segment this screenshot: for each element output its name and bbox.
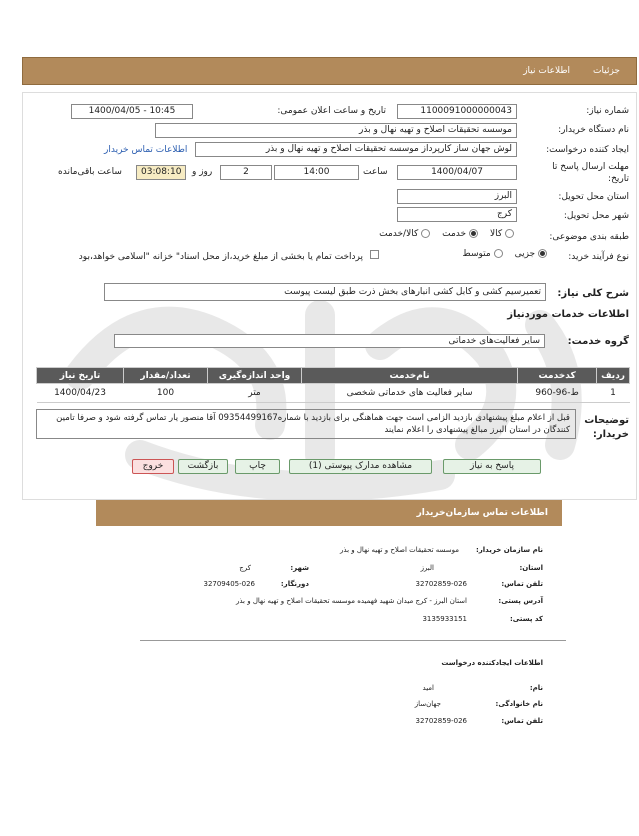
buyer-org-label: نام دستگاه خریدار:	[558, 125, 629, 135]
category-radio-group	[379, 229, 514, 239]
process-partial-option[interactable]: جزیی	[515, 249, 547, 259]
contact-info-title: اطلاعات تماس سازمان‌خریدار	[416, 508, 548, 518]
province-field: البرز	[397, 189, 517, 204]
need-number-label: شماره نیاز:	[586, 106, 629, 116]
table-row: 1 ط-96-960 سایر فعالیت های خدماتی شخصی متر 100 1400/04/23	[37, 384, 630, 403]
contact-fax: 32709405-026	[203, 580, 255, 588]
col-qty: تعداد/مقدار	[124, 368, 208, 384]
category-service-option[interactable]: خدمت	[442, 229, 478, 239]
announce-field: 1400/04/05 - 10:45	[71, 104, 193, 119]
city-field: کرج	[397, 207, 517, 222]
remaining-label: ساعت باقی‌مانده	[58, 167, 122, 177]
summary-field: تعمیرسیم کشی و کابل کشی انبارهای بخش ذرت طبق لیست پیوست	[104, 283, 546, 301]
creator-first-name-label: نام:	[529, 684, 543, 692]
tab-need-info[interactable]: اطلاعات نیاز	[523, 66, 570, 76]
contact-phone-label: تلفن تماس:	[501, 580, 543, 588]
deadline-date-field: 1400/04/07	[397, 165, 517, 180]
radio-both[interactable]	[421, 229, 430, 238]
contact-address: استان البرز - کرج میدان شهید فهمیده موسسه تحقیقات اصلاح و تهیه نهال و بذر	[236, 597, 467, 605]
col-name: نام‌خدمت	[302, 368, 518, 384]
payment-note: پرداخت تمام یا بخشی از مبلغ خرید،از محل اسناد" خزانه "اسلامی خواهد،بود	[78, 252, 363, 262]
items-table	[36, 367, 630, 403]
contact-divider	[140, 640, 566, 641]
col-unit: واحد اندازه‌گیری	[208, 368, 302, 384]
contact-info-header	[96, 500, 562, 526]
back-button[interactable]: بازگشت	[178, 459, 228, 474]
summary-label: شرح کلی نیاز:	[557, 288, 629, 299]
print-button[interactable]: چاپ	[235, 459, 280, 474]
category-label: طبقه بندی موضوعی:	[549, 232, 629, 242]
table-header-row	[37, 368, 630, 384]
top-nav-bar	[22, 57, 637, 85]
contact-province-label: استان:	[519, 564, 543, 572]
creator-phone-label: تلفن تماس:	[501, 717, 543, 725]
contact-postal-label: کد پستی:	[509, 615, 543, 623]
need-number-field: 1100091000000043	[397, 104, 517, 119]
contact-address-label: آدرس پستی:	[498, 597, 543, 605]
province-label: استان محل تحویل:	[558, 192, 629, 202]
days-field: 2	[220, 165, 272, 180]
contact-buyer-name: موسسه تحقیقات اصلاح و تهیه نهال و بذر	[340, 546, 459, 554]
category-both-option[interactable]: کالا/خدمت	[379, 229, 430, 239]
process-radio-group	[462, 249, 547, 259]
radio-medium[interactable]	[494, 249, 503, 258]
creator-label: ایجاد کننده درخواست:	[546, 145, 629, 155]
days-label: روز و	[192, 167, 213, 177]
buyer-notes-label-2: خریدار:	[592, 429, 629, 440]
city-label: شهر محل تحویل:	[563, 211, 629, 221]
contact-city-label: شهر:	[290, 564, 309, 572]
announce-label: تاریخ و ساعت اعلان عمومی:	[277, 106, 386, 116]
creator-info-title: اطلاعات ایجادکننده درخواست	[441, 659, 543, 667]
contact-fax-label: دورنگار:	[280, 580, 309, 588]
buyer-contact-link[interactable]: اطلاعات تماس خریدار	[104, 145, 188, 155]
deadline-label-date: تاریخ:	[608, 174, 629, 184]
process-medium-option[interactable]: متوسط	[462, 249, 502, 259]
creator-phone: 32702859-026	[415, 717, 467, 725]
col-code: کدخدمت	[518, 368, 597, 384]
deadline-label: مهلت ارسال پاسخ تا	[552, 162, 629, 172]
service-group-field: سایر فعالیت‌های خدماتی	[114, 334, 545, 348]
radio-service[interactable]	[469, 229, 478, 238]
deadline-time-field: 14:00	[274, 165, 359, 180]
remaining-time-field: 03:08:10	[136, 165, 186, 180]
creator-first-name: امید	[422, 684, 434, 692]
reply-button[interactable]: پاسخ به نیاز	[443, 459, 541, 474]
buyer-org-field: موسسه تحقیقات اصلاح و تهیه نهال و بذر	[155, 123, 517, 138]
contact-buyer-name-label: نام سازمان خریدار:	[475, 546, 543, 554]
tab-details[interactable]: جزئیات	[593, 66, 620, 76]
contact-postal: 3135933151	[422, 615, 467, 623]
category-goods-option[interactable]: کالا	[490, 229, 514, 239]
payment-checkbox[interactable]	[370, 250, 379, 259]
contact-province: البرز	[420, 564, 434, 572]
service-group-label: گروه خدمت:	[567, 336, 629, 347]
creator-field: لوش جهان ساز کارپرداز موسسه تحقیقات اصلاح و تهیه نهال و بذر	[195, 142, 517, 157]
buyer-notes-field: قبل از اعلام مبلغ پیشنهادی بازدید الزامی است جهت هماهنگی برای بازدید با شماره09354499167 آقا منصور یار تماس گرفته شود و صرفا تامین کنندگان در استان البرز مبالغ پیشنهادی را اعلام نمایند	[36, 409, 576, 439]
exit-button[interactable]: خروج	[132, 459, 174, 474]
radio-goods[interactable]	[505, 229, 514, 238]
process-label: نوع فرآیند خرید:	[568, 252, 629, 262]
col-date: تاریخ نیاز	[37, 368, 124, 384]
buyer-notes-label: توضیحات	[584, 415, 629, 426]
contact-phone: 32702859-026	[415, 580, 467, 588]
view-docs-button[interactable]: مشاهده مدارک پیوستی (1)	[289, 459, 432, 474]
col-row: ردیف	[597, 368, 630, 384]
services-title: اطلاعات خدمات موردنیاز	[507, 309, 629, 320]
radio-partial[interactable]	[538, 249, 547, 258]
contact-city: کرج	[239, 564, 251, 572]
time-label: ساعت	[363, 167, 388, 177]
creator-last-name: جهان‌ساز	[414, 700, 441, 708]
creator-last-name-label: نام خانوادگی:	[495, 700, 543, 708]
